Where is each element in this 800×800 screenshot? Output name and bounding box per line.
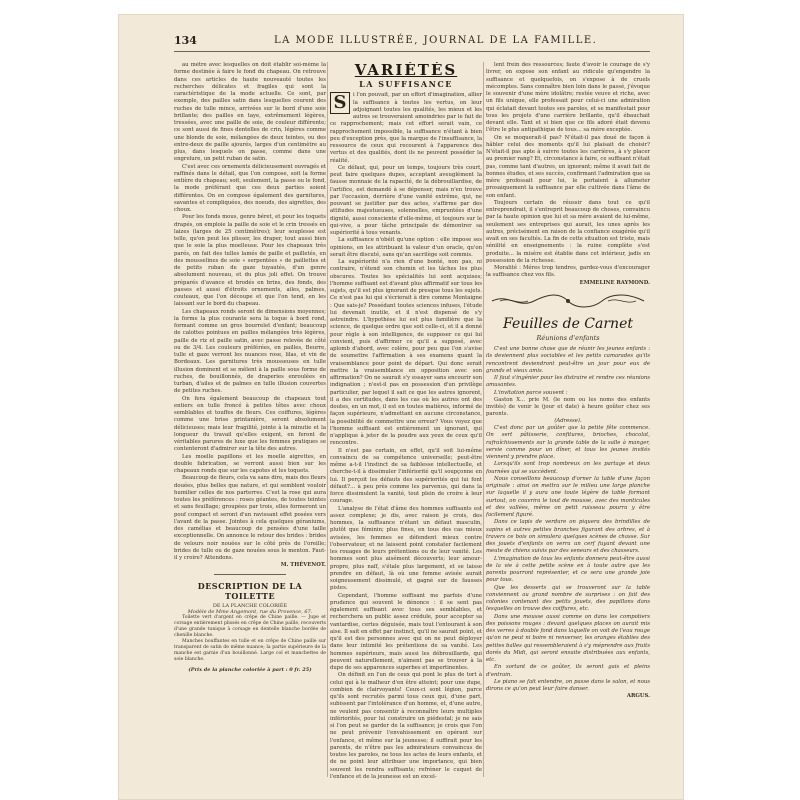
- column-middle: [330, 62, 482, 797]
- paragraph: Toujours certain de réussir dans tout ce qu'il entreprendrait, il s'entreprit beaucoup de choses, convaincu par la haute opinion que lui et sa mère avaient de lui-même, seulement ses entreprises qui aurait, les unes après les autres, précisément en raison de la confiance exagérée qu'il avait en ses facultés. La fin de cette situation est triste, mais sénilité en enseignements : la ruine complète s'est produite... la misère est établie dans cet intérieur, jadis en possession de la richesse.: [486, 199, 650, 264]
- paragraph: Il faut s'ingénier pour les distraire et rendre ces réunions amusantes.: [486, 375, 650, 389]
- paragraph: Dans ce lapis de verdure on piquera des brindilles de sapins et autres petites branches figurant des arbres, et à travers ce bois on simulera quelques scènes de chasse. Sur des jouets d'enfants on verra un cerf fuyant devant une meute de chiens suivis par des veneurs et des chasseurs.: [486, 519, 650, 555]
- paragraph: Moralité : Méres trop tendres, gardez-vous d'encourager la suffisance chez vos fils.: [486, 265, 650, 279]
- paragraph: En sortant de ce goûter, ils seront gais et pleins d'entrain.: [486, 664, 650, 678]
- paragraph: Ce défaut, qui, pour un temps, toujours très court, peut faire quelques dupes, acceptant aveuglément la fausse monnaie de la rapacité, de la débrouillardise, de l'artifice, est demandé à se dépenser, mais n'en trouve par l'occasion, derrière d'une vanité extrême, qui, ne pouvant se justifier par des actes, s'affirme par des attitudes majestueuses, solennelles, empruntées d'une dignité, aussi consciente d'elle-même, et toujours sur le qui-vive, a pour tâche principale de démontrer sa supériorité à tous venants.: [330, 164, 482, 236]
- fashion-article-body: [174, 62, 326, 562]
- paragraph: Pour les fonds mous, genre béret, et pour les toquets drapés, on emploie la paille de soie et le crin tressés en laizes (larges de 25 centimètres); leur souplesse est telle, qu'on peut les plisser, les draper, tout aussi bien que le soie la plus moelleuse. Pour les chapeaux très parés, on fait des tulles lamés de paille et pailletés, en des mousselines de soie « serpentées » de paillettes et de petits ruban de gaze tuyautés, d'un genre absolument nouveau, et du plus joli effet. On trouve préparés d'avance et brodés en brins, des fonds, des passes et aussi d'étroits ornements, ailes, palmes, couteaux, que l'on découpe et que l'on tend, en les laissant sur le bord du chapeau.: [174, 214, 326, 308]
- column-divider: [483, 62, 484, 777]
- divider: [214, 574, 286, 575]
- paragraph: On définit en l'un de ceux qui pont le plus de tort à celui qui à le malheur d'en être atteint; pour une dupe, combien de clairvoyants! Ceux-ci sont légion, parce qu'ils sont recrutés parmi tous ceux qui, d'une part, subissent par l'intolérance d'un homme, et, d'une autre, ne veulent pas consentir à reconnaître leurs multiples infériorités, pour lui construire un piédestal; je ne sais si l'on peut se garder de la suffisance; je crois que l'on ne peut prévenir l'envahissement en opérant sur l'enfance, et même sur la jeunesse; il suffirait pour les parents, de n'être pas les admirateurs convaincus de toutes les paroles, ne tous les actes de leurs enfants, et de ne point leur attribuer une importance, qui bien souvent les rendra suffisants; refréner le cuquet de l'enfance et de la jeunesse est un excel-: [330, 672, 482, 780]
- section-title: VARIÉTÉS: [354, 62, 458, 79]
- suffisance-article-body: [330, 165, 482, 781]
- paragraph: Beaucoup de fleurs, cela va sans dire, mais des fleurs douées, plus belles que nature, et qui semblent vouloir humilier celles de nos parterres. C'est la rose qui aura toutes les préférences : roses géantes, de toutes teintes et sans feuillage; groupées par trois, elles formeront un pouf compact et seront d'un ravissant effet posées vers l'avant de la passe. Jointes à cela quelques géraniums, des camélias et beaucoup de pensées d'une taille exceptionnelle. On annonce le retour des brides : brides de velours noir nouées sur le côté près de l'oreille; brides de tulle ou de gaze nouées sous le menton. Faut-il y croire? Attendons.: [174, 475, 326, 561]
- magazine-page: [118, 14, 684, 800]
- price-note: (Prix de la planche coloriée à part : 0 fr. 25): [188, 666, 312, 673]
- feuilles-intro: [486, 346, 650, 397]
- page-number: 134: [174, 34, 197, 47]
- paragraph: L'imagination de tous les enfants donnera peut-être aussi de la vie à cette petite scène en à toute autre que les parents pourront représenter, et ce sera une grande joie pour tous.: [486, 555, 650, 584]
- drop-cap: S: [330, 92, 350, 114]
- header-rule: [174, 51, 650, 52]
- paragraph: Le piano se fait entendre, on passe dans le salon, et nous dirons ce qu'on peut leur faire danser.: [486, 678, 650, 692]
- paragraph: au mètre avec lesquelles on doit établir soi-même la forme destinée à faire le fond du chapeau. On retrouve dans ces articles de haute nouveauté toutes les recherches délicates et fragiles qui sont la caractéristique de la mode actuelle. Ce sont, par exemple, des pailles satin dans lesquelles courent des ruches de tulle mince, arrivées sur le bord d'une soie brillante; des pailles en taye, extrêmement légères, tressées, avec une paille de soie, de couleur différente; ce sont aussi de fines dentelles de crin, légères comme une blonde de soie, mélangées de deux teintes, ou des entre-deux de paille ajourés, larges d'un centimètre au plus, dans lesquels on passe, comme dans une engrelure, un petit ruban de satin.: [174, 62, 326, 163]
- column-divider: [327, 62, 328, 777]
- paragraph: Les chapeaux ronds seront de dimensions moyennes; la forme la plus courante sera la toque à bord rond, formant comme un gros bourrelet d'enfant; beaucoup de calottes pointues en pailles mélangées très légères, paille de riz et paille satin, avec passe relevée de côté ou de 3/4. Les couleurs préférées, en pailles, Beurre, tulle et gaze verront les nuances rose, lilas, et vin de Bordeaux. Les garnitures très mousseuses en tulle illusion dominent et se mêlent à la paille sous forme de ruches, de bouillonnés, de draperies enroulées en turban, d'ailes et de palmes en tulle illusion couvertes de petites ruches.: [174, 308, 326, 395]
- toilette-subtitle: DE LA PLANCHE COLORIÉE: [212, 602, 288, 609]
- intro-text: i l'on pouvait, par un effort d'imagination, allier la suffisance à toutes les vertus, on leur adjoignant toutes les qualités, les mieux et les autres se trouveraient amoindries par le fait de ce rapprochement; mais cet effort serait vain, ce rapprochement impossible, la suffisance n'étant à bien peu d'exception près, que la marque de l'insuffisance, la ressource de ceux qui recourent à l'apparence des vertus et des qualités, dont ils ne peuvent posséder la réalité.: [330, 92, 482, 164]
- paragraph: C'est une bonne chose que de réunir les jeunes enfants : ils deviennent plus sociables et les petits camarades qu'ils rencontrent deviendront peut-être un jour pour eux de grands et vieux amis.: [486, 346, 650, 374]
- paragraph: C'est donc par un goûter que la petite fête commence. On sert pâtisserie, confitures, brioches, chocolat, rafraîchissements sur la grande table de la salle à manger, servie comme pour un dîner, et tous les jeunes invités viennent y prendre place.: [486, 425, 650, 460]
- invitation-text: Gaston X... prie M. (le nom ou les noms des enfants invités) de venir le (jour et date) à heure goûter chez ses parents.: [486, 396, 650, 417]
- paragraph: On fera également beaucoup de chapeaux tout entiers en tulle froncé à petites têtes avec choux semblables et touffes de fleurs. Ces coiffures, légères comme une brise printanière, seront absolument délicieuses; mais leur fragilité, jointe à la minutie et la longueur du travail qu'elles exigent, en feront de véritables parures de luxe que les femmes pratiques se contenteront d'admirer sur la tête des autres.: [174, 395, 326, 453]
- column-right: [486, 62, 650, 797]
- paragraph: La supériorité n'a rien d'une bonté, non pas, ni contraire, n'étend son chemin et les tâches les plus obscures. Toutes les spécialités lui sont acquises; l'homme suffisant est d'avant plus affirmatif sur tous les sujets, qu'il est plus ignorant de presque tous les sujets. Ce n'est pas lui qui s'écrierait à dire comme Montaigne : Que sais-je? Possédant toutes sciences infuses, l'étude lui devenait inutile, et il n'est dispensé de s'y astreindre. L'hypothèse lui est plus familière que la science, de quelque ordre que soit celle-ci, et il a donné pour règle à son intelligence, de supposer ce qui lui convient, puis d'affirmer ce qu'il a supposé, avec aplomb d'abord, avec colère, pour peu que l'on s'avise de soumettre l'affirmation à ses examens quant la vraisemblance pour point de départ. Qui donc serait mettre la vraisemblance en opposition avec son affirmation? On ne saurait s'y essayer sans encourir son indignation ; n'est-il pas en possession d'un privilège particulier, par lequel il sait ce que les autres ignorent, il a des certitudes, dans les cas où les autres ont des doutes, en un mot, il est en toutes matières, informé de façon supérieure, n'admettant en aucune circonstance, la possibilité de commettre une erreur? Vous voyez que l'homme suffisant est entièrement un ignorant, qui n'applique à jeter de la poudre aux yeux de ceux qu'il rencontre.: [330, 259, 482, 447]
- column-left: [174, 62, 326, 797]
- paragraph: C'est avec ces ornements délicieusement ouvragés et raffinés dans le détail, que l'on compose, soit la forme entière du chapeau; soit, seulement, la passe ou le fond, la mode préférant que ces deux parties soient différentes. On en compose également des garnitures, savantes et compliquées, des noeuds, des aigrettes, des choux.: [174, 163, 326, 213]
- toilette-model: Modèle de Mme Angemont, rue du Provence, 67.: [187, 608, 313, 615]
- article-title: LA SUFFISANCE: [359, 79, 453, 89]
- paragraph: Il n'est pas certain, en effet, qu'il soit lui-même convaincu de sa compétence universelle; peut-être même a-t-il l'instinct de sa faiblesse intellectuelle, et cherche-t-il à dissimuler l'infériorité qu'il soupçonne en lui. Il perçoit les défauts des supériorités qui lui font défaut?... à peu près comme les parvenus, qui dans la force dissimulent la vanité, tout plein de croire à leur courage.: [330, 447, 482, 505]
- paragraph: Manches bouffantes en tulle et en crêpe de Chine paille sur transparent de satin de même nuance; la partie supérieure de la manche est garnie d'un bouillonné. Large col et manchettes de soie blanche.: [174, 638, 326, 662]
- article-intro: [330, 92, 482, 165]
- paragraph: Dans une mousse aussi comme on dans les compotiers des poissons rouges : devant quelques places on aurait mis des verres à double fond dans laquelle on voit de l'eau rouge qu'on ne peut ni boire ni renverser, les oranges établies des petites balles qui ressembleraient à s'y méprendre aux fruits dorés du Midi, qui seront ensuite distribuées aux enfants, etc.: [486, 613, 650, 663]
- page-header: [174, 34, 650, 48]
- article-signature: EMMELINE RAYMOND.: [579, 279, 650, 286]
- paragraph: Nous conseillons beaucoup d'orner la table d'une façon originale : ainsi on mettra sur le milieu une large planche sur laquelle il y aura une toute légère de table formant surtout, on couvrira le tout de mousse, avec des monticules et des vallées, même on petit ruisseau pourra y être facilement figuré.: [486, 475, 650, 518]
- suffisance-article-end: [486, 62, 650, 280]
- paragraph: Cependant, l'homme suffisant me parfois d'une prudence qui souvent le dénonce : il se sent pas également suffisant avec tous ses semblables, et recherchera un public assez crédule, pour accepter sa vantardise, certes déguisée, mais tout l'entourant à son aise. Il sait en effet par instinct, qu'il ne saurait point, et qu'il est des personnes avec qui on ne peut déployer dans leur intimité les prétentions de sa vanité. Les hommes supérieurs, mais aussi les débrouillards, qui peuvent naturellement, n'aiment pas se trouver à la dupe de ses apparences superbes et impertinentes.: [330, 592, 482, 671]
- paragraph: Les moelle papillons et les moelle aigrettes, en double fabrication, se verront aussi bien sur les chapeaux ronds que sur les capotes et les toquets.: [174, 453, 326, 474]
- paragraph: Lorsqu'ils sont trop nombreux on les partage et deux fournées qui se succèdent.: [486, 461, 650, 475]
- toilette-description: [174, 615, 326, 663]
- paragraph: La suffisance n'obéit qu'une option : elle impose ses opinions, en les attribuant la valeur d'un oracle, qu'on serait être discuté, sans qu'un sacrilège soit commis.: [330, 237, 482, 258]
- article-signature: M. THÉVENOT.: [280, 562, 326, 569]
- invitation-address: (Adresse).: [554, 417, 582, 424]
- feuilles-title: Feuilles de Carnet: [503, 315, 633, 332]
- feuilles-body: [486, 425, 650, 693]
- toilette-title: DESCRIPTION DE LA TOILETTE: [197, 580, 303, 601]
- journal-title: LA MODE ILLUSTRÉE, JOURNAL DE LA FAMILLE.: [274, 35, 598, 46]
- paragraph: L'invitation parce souvent :: [494, 389, 568, 396]
- feuilles-subtitle: Réunions d'enfants: [536, 333, 600, 342]
- ornamental-divider: [486, 293, 650, 309]
- paragraph: Que les desserts qui se trouveront sur la table conviennent au grand nombre de surprises : on fait des colonies contenant des petits jouets, des papillons dans lesquelles on trouve des coiffures, etc.: [486, 584, 650, 613]
- paragraph: Toilette vert d'argent en crêpe de Chine paille. — Jupe et corsage entièrement plissés en crêpe de Chine paille, recouverts d'une grande tunique à corsage en dentelle blanche bordée de chenille blanche.: [174, 614, 326, 638]
- paragraph: On se moquerait-il pas? N'était-il pas doué de façon à hâbler celui des moments qu'il lui plaisait de choisir? N'était-il pas apte à suivre toutes les carrières, à s'y placer au premier rang? Et, circonstance à faire, ce suffisant n'était pas, comme tant d'autres, un ignorant; même il avait fait de bonnes études, et ses succès, confirmant l'admiration que sa mère professait pour lui, le portaient à allumeter prosaiquement la suffisance par elle cultivée dans l'âme de son enfant.: [486, 134, 650, 199]
- paragraph: L'analyse de l'état d'âme des hommes suffisants est assez complexe; je dis, avec raison je crois, des hommes, la suffisance n'étant un défaut masculin, plutôt que féminin; plus fines, en tous des cas mieux avisées, les femmes se défendent mieux contre l'observateur, et ne laissent point constater facilement les rouages de leurs prétentions ou de leur vanité. Les hommes sont plus aisément découverts; leur amour-propre, plus naïf, s'étale plus largement, et se laisse prendre en défaut, là où une femme avisée aurait soigneusement dissimulé, et gagné sur de fausses pistes.: [330, 505, 482, 592]
- feuilles-signature: ARGUS.: [626, 693, 650, 700]
- paragraph: lent frein des ressources; faute d'avoir le courage de s'y livrer, on expose son enfant au ridicule qu'engendre la suffisance et quelquefois, on s'expose à de cruels mécomptes. Sans connaître bien loin dans le passé, j'évoque le souvenir d'une mère idolâtre; restée veuve et riche, avec un fils unique, elle professait pour celui-ci une admiration qui éclatait devant toutes ses paroles, et se manifestait pour tous les projets d'une carrière brillante, qu'il ébauchait devant elle. Tant et si bien que ce fils adoré était devenu l'être le plus antipathique de tous... sa mère exceptée.: [486, 62, 650, 134]
